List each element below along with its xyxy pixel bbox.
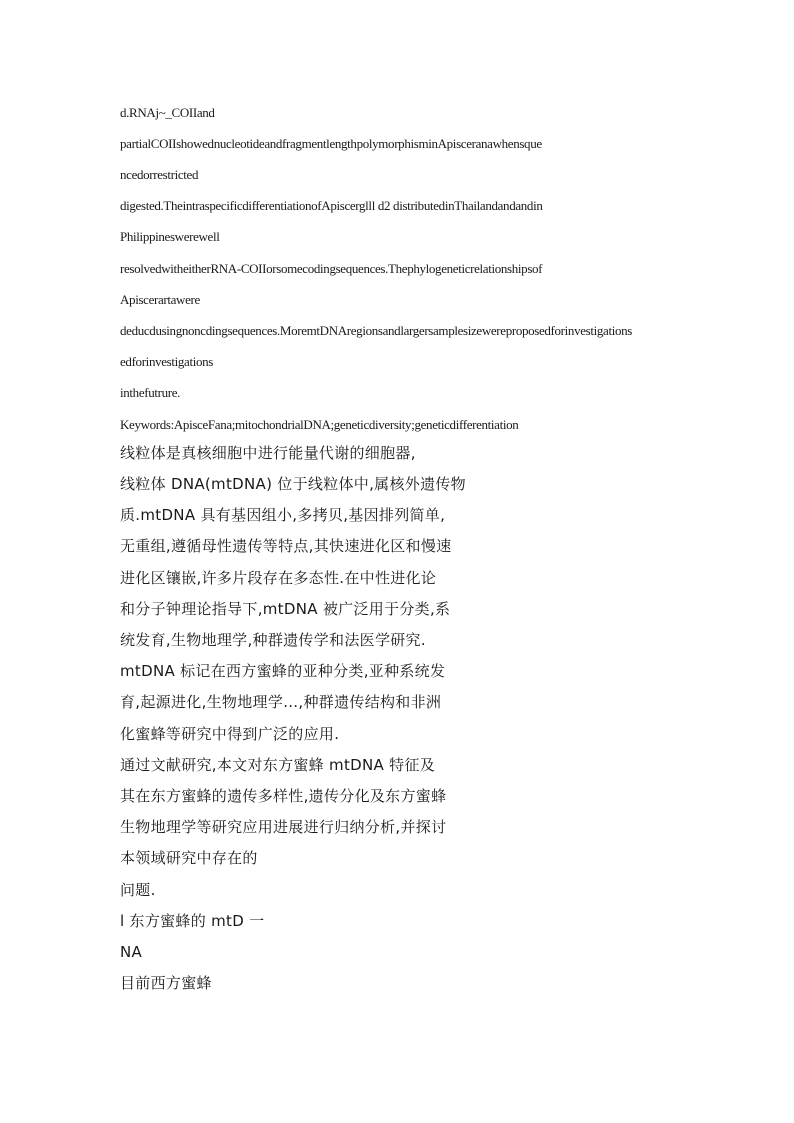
text-line: 线粒体 DNA(mtDNA) 位于线粒体中,属核外遗传物	[120, 475, 466, 493]
keywords-line: Keywords:ApisceFana;mitochondrialDNA;geneticdiversity;geneticdifferentiation	[120, 417, 519, 432]
text-line: deducdusingnoncdingsequences.MoremtDNAregionsandlargersamplesizewereproposedforinvestigations	[120, 323, 632, 338]
text-line: partialCOIIshowednucleotideandfragmentlengthpolymorphisminApisceranawhensque	[120, 136, 542, 151]
text-line: 化蜜蜂等研究中得到广泛的应用.	[120, 725, 340, 743]
text-line: Apiscerartawere	[120, 292, 200, 307]
text-line: digested.TheintraspecificdifferentiationofApiscerglll d2 distributedinThailandandandin	[120, 198, 543, 213]
text-line: ncedorrestricted	[120, 167, 199, 182]
text-line: 其在东方蜜蜂的遗传多样性,遗传分化及东方蜜蜂	[120, 787, 447, 805]
text-line: inthefutrure.	[120, 385, 181, 400]
text-line: 线粒体是真核细胞中进行能量代谢的细胞器,	[120, 444, 416, 462]
text-line: 问题.	[120, 881, 156, 899]
text-line: Philippineswerewell	[120, 229, 220, 244]
text-line: 无重组,遵循母性遗传等特点,其快速进化区和慢速	[120, 537, 452, 555]
text-line: 育,起源进化,生物地理学…,种群遗传结构和非洲	[120, 693, 442, 711]
text-line: 生物地理学等研究应用进展进行归纳分析,并探讨	[120, 818, 447, 836]
text-line: 本领域研究中存在的	[120, 849, 258, 867]
text-line: 质.mtDNA 具有基因组小,多拷贝,基因排列简单,	[120, 506, 446, 524]
section-heading: NA	[120, 943, 143, 961]
text-line: 目前西方蜜蜂	[120, 974, 212, 992]
text-line: 通过文献研究,本文对东方蜜蜂 mtDNA 特征及	[120, 756, 436, 774]
text-line: resolvedwitheitherRNA-COIIorsomecodingsequences.Thephylogeneticrelationshipsof	[120, 261, 543, 276]
text-line: edforinvestigations	[120, 354, 213, 369]
text-line: 进化区镶嵌,许多片段存在多态性.在中性进化论	[120, 569, 437, 587]
text-line: 和分子钟理论指导下,mtDNA 被广泛用于分类,系	[120, 600, 451, 618]
section-heading: l 东方蜜蜂的 mtD 一	[120, 912, 265, 930]
text-line: d.RNAj~_COIIand	[120, 105, 215, 120]
text-line: 统发育,生物地理学,种群遗传学和法医学研究.	[120, 631, 426, 649]
text-line: mtDNA 标记在西方蜜蜂的亚种分类,亚种系统发	[120, 662, 446, 680]
